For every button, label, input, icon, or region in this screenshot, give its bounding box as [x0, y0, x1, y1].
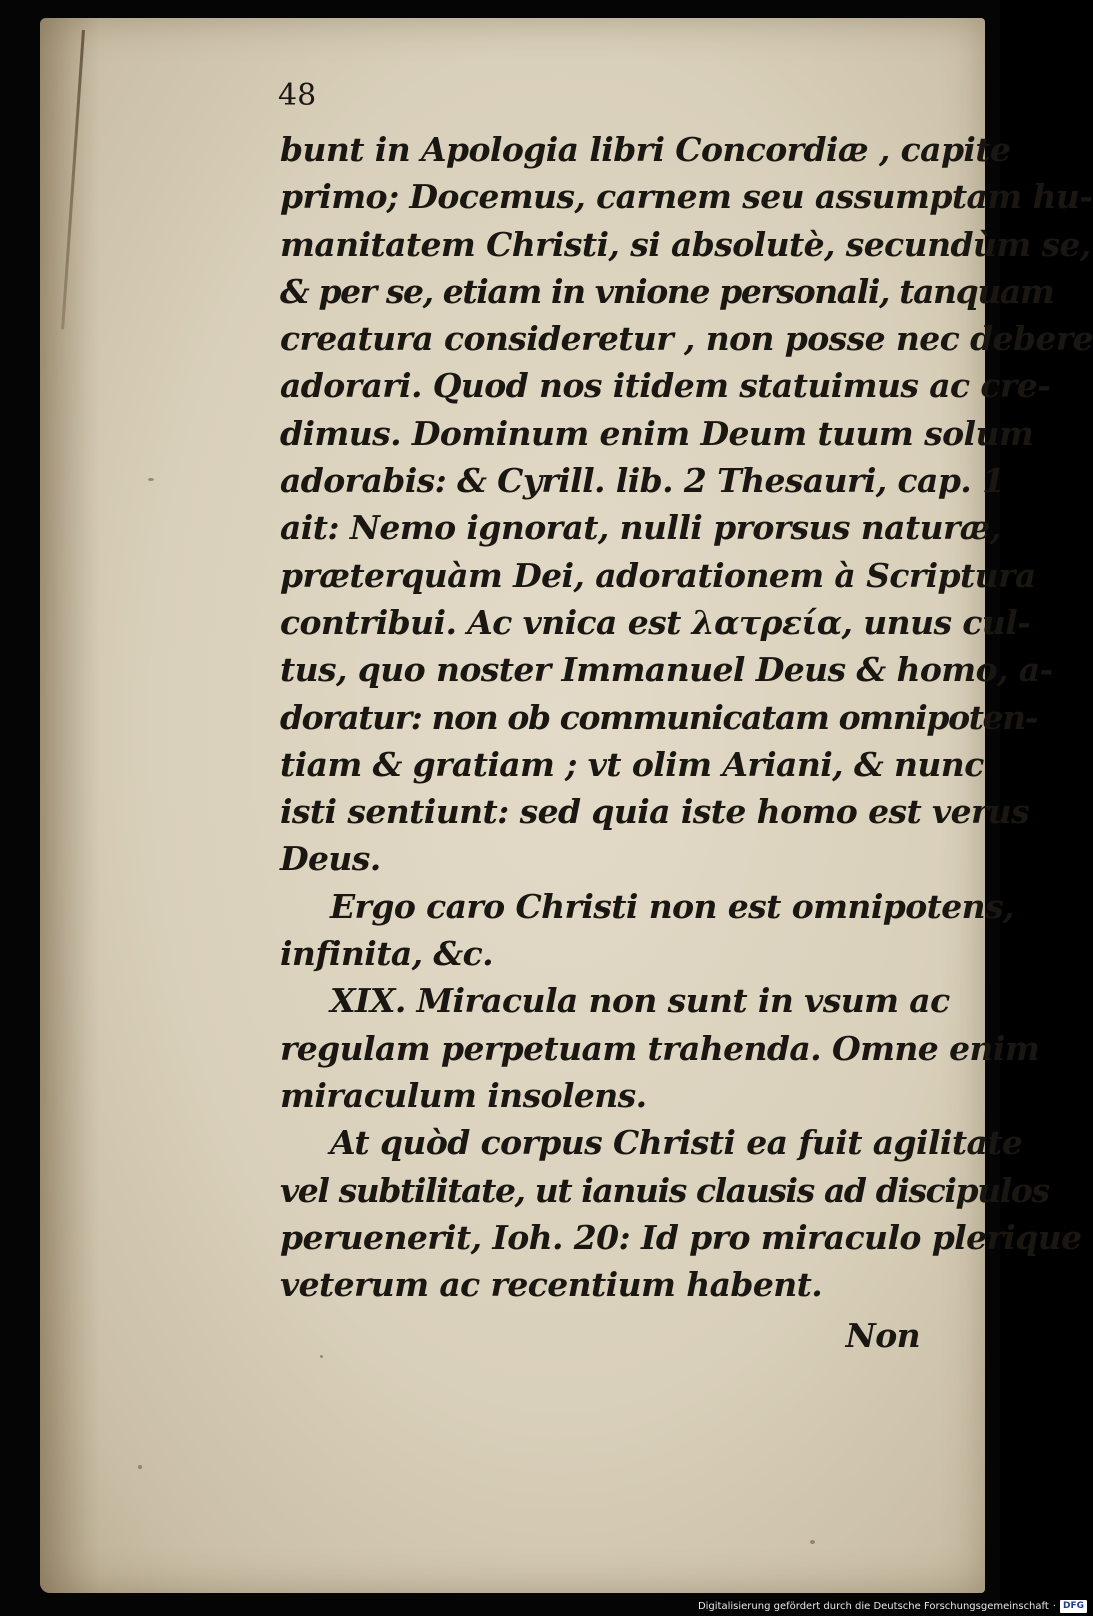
dfg-logo-icon: DFG [1060, 1600, 1087, 1613]
text-line: infinita, &c. [280, 934, 493, 974]
text-line: doratur: non ob communicatam omnipoten- [280, 697, 1038, 737]
body-text [280, 126, 1093, 1360]
paper-speck [148, 478, 154, 481]
catchword: Non [845, 1316, 920, 1356]
text-line: bunt in Apologia libri Concordiæ , capite [280, 130, 1011, 169]
paper-speck [810, 1540, 815, 1544]
text-line: isti sentiunt: sed quia iste homo est verus [280, 792, 1030, 832]
text-line: At quòd corpus Christi ea fuit agilitate [330, 1123, 1023, 1163]
text-line: primo; Docemus, carnem seu assumptam hu- [280, 177, 1093, 217]
text-line: regulam perpetuam trahenda. Omne enim [280, 1028, 1040, 1068]
text-line: adorari. Quod nos itidem statuimus ac cre- [280, 366, 1051, 406]
credit-text: Digitalisierung gefördert durch die Deutsche Forschungsgemeinschaft [697, 1600, 1049, 1612]
text-line: præterquàm Dei, adorationem à Scriptura [280, 555, 1036, 595]
digitization-credit [698, 1598, 1087, 1614]
text-line: veterum ac recentium habent. [280, 1265, 823, 1305]
text-line: Ergo caro Christi non est omnipotens, [330, 886, 1014, 926]
text-line: adorabis: & Cyrill. lib. 2 Thesauri, cap. 1 [280, 461, 1005, 501]
text-line: peruenerit, Ioh. 20: Id pro miraculo plerique [280, 1217, 1082, 1257]
text-line: Deus. [280, 839, 381, 879]
text-line: tiam & gratiam ; vt olim Ariani, & nunc [280, 744, 984, 784]
text-line: manitatem Christi, si absolutè, secundùm se, [280, 224, 1091, 264]
text-line: miraculum insolens. [280, 1075, 647, 1115]
paper-speck [138, 1465, 142, 1469]
text-line: ait: Nemo ignorat, nulli prorsus naturæ, [280, 508, 1001, 548]
text-line: & per se, etiam in vnione personali, tanquam [280, 271, 1054, 311]
text-line: vel subtilitate, ut ianuis clausis ad discipulos [280, 1170, 1049, 1210]
text-line: creatura consideretur , non posse nec debere [280, 319, 1093, 359]
section-heading-line: XIX. Miracula non sunt in vsum ac [330, 981, 950, 1021]
text-line: dimus. Dominum enim Deum tuum solum [280, 413, 1034, 453]
page-number: 48 [278, 78, 317, 113]
text-line: tus, quo noster Immanuel Deus & homo, a- [280, 650, 1053, 690]
page-edge-shadow [40, 18, 100, 1593]
text-line: contribui. Ac vnica est λατρεία, unus cul- [280, 602, 1031, 642]
credit-separator: · [1052, 1600, 1056, 1612]
